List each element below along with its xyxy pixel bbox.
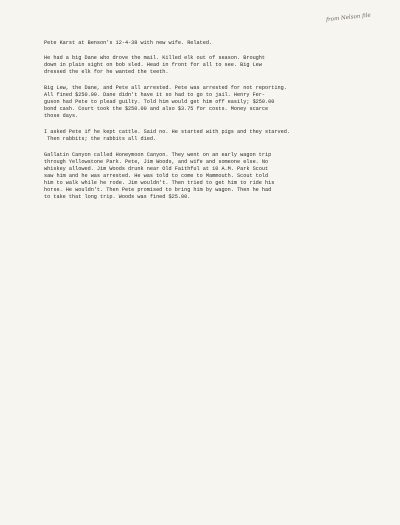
text-line: All fined $250.00. Dane didn't have it so had to go to jail. Henry Fer-	[44, 92, 266, 98]
text-line: I asked Pete if he kept cattle. Said no. He started with pigs and they starved.	[44, 129, 290, 135]
paragraph-elk	[44, 55, 362, 76]
text-line: to take that long trip. Woods was fined $25.00.	[44, 194, 191, 200]
text-line: those days.	[44, 113, 79, 119]
text-line: horse. He wouldn't. Then Pete promised to bring him by wagon. Then he had	[44, 187, 272, 193]
document-body	[44, 40, 362, 210]
paragraph-arrest	[44, 85, 362, 120]
text-line: bond cash. Court took the $250.00 and also $3.75 for costs. Money scarce	[44, 106, 269, 112]
text-line: down in plain sight on bob sled. Head in front for all to see. Big Lew	[44, 62, 262, 68]
margin-note: from Nelson file	[325, 12, 372, 24]
text-line: Gallatin Canyon called Honeymoon Canyon. They went on an early wagon trip	[44, 152, 272, 158]
text-line: him to walk while he rode. Jim wouldn't. Then tried to get him to ride his	[44, 180, 275, 186]
text-line: saw him and he was arrested. He was told to come to Mammouth. Scout told	[44, 173, 269, 179]
text-line: whiskey allowed. Jim Woods drunk near Old Faithful at 10 A.M. Park Scout	[44, 166, 269, 172]
document-title: Pete Karst at Benson's 12-4-38 with new wife. Related.	[44, 40, 213, 46]
text-line: guson had Pete to plead guilty. Told him would get him off easily; $250.00	[44, 99, 275, 105]
text-line: dressed the elk for he wanted the teeth.	[44, 69, 169, 75]
text-line: Then rabbits; the rabbits all died.	[44, 136, 157, 142]
text-line: He had a big Dane who drove the mail. Killed elk out of season. Brought	[44, 55, 266, 61]
text-line: through Yellowstone Park. Pete, Jim Woods, and wife and someone else. No	[44, 159, 269, 165]
paragraph-canyon	[44, 152, 362, 201]
text-line: Big Lew, the Dane, and Pete all arrested. Pete was arrested for not reporting.	[44, 85, 287, 91]
paragraph-cattle	[44, 129, 362, 143]
